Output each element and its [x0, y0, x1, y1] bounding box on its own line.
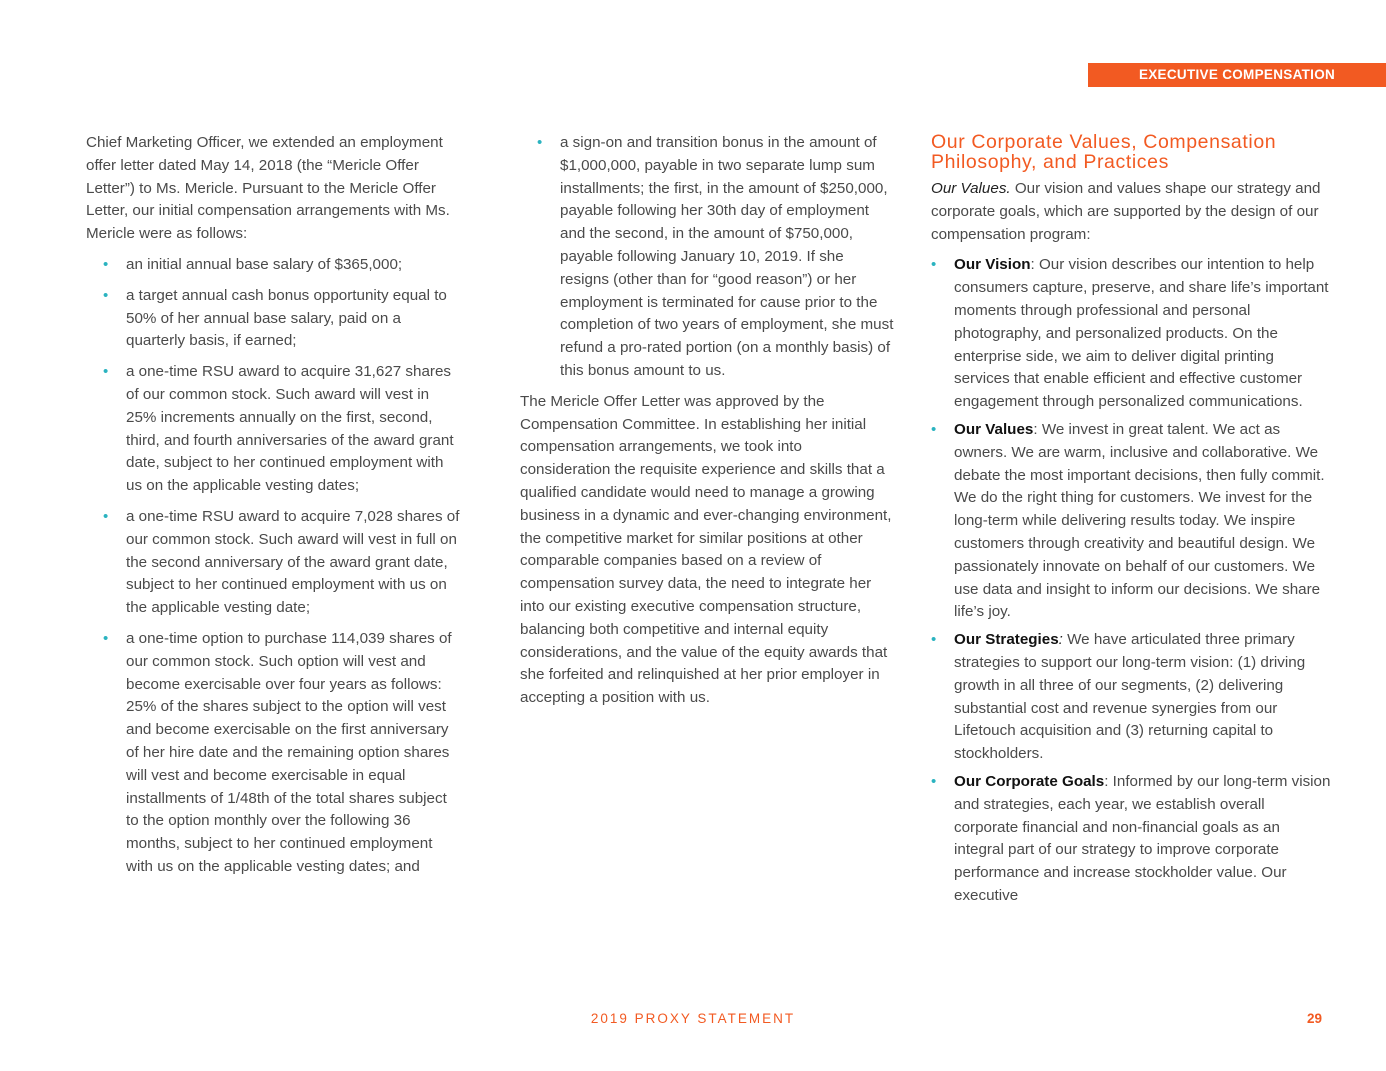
section-tab: EXECUTIVE COMPENSATION: [1088, 63, 1386, 87]
values-list: [931, 254, 1331, 907]
list-item: [931, 771, 1331, 908]
list-item: [931, 629, 1331, 766]
list-item: [520, 132, 895, 383]
list-item: [931, 419, 1331, 624]
bullet-icon: •: [103, 363, 109, 381]
item-text: We invest in great talent. We act as owners. We are warm, inclusive and collaborative. We debate the most important decisions, then fully commit. We do the right thing for customers. We invest for the long-term while delivering results today. We inspire customers through creativity and beautiful design. We passionately innovate on behalf of our customers. We use data and insight to inform our decisions. We share life’s joy.: [954, 420, 1325, 621]
list-item-text: a one-time option to purchase 114,039 shares of our common stock. Such option will vest and become exercisable over four years as follows: 25% of the shares subject to the option will vest and become exercisable on the first anniversary of her hire date and the remaining option shares will vest and become exercisable in equal installments of 1/48th of the total shares subject to the option monthly over the following 36 months, subject to her continued employment with us on the applicable vesting dates; and: [126, 629, 452, 875]
column-right: [931, 132, 1331, 913]
item-label: Our Strategies: [954, 631, 1059, 649]
item-label: Our Values: [954, 420, 1034, 438]
values-label: Our Values.: [931, 180, 1011, 197]
bullet-icon: •: [103, 629, 109, 647]
item-separator: :: [1104, 772, 1109, 790]
item-label: Our Corporate Goals: [954, 772, 1105, 790]
list-item: [86, 254, 461, 277]
item-text: Informed by our long-term vision and strategies, each year, we establish overall corporate financial and non-financial goals as an integral part of our strategy to improve corporate performance and increase stockholder value. Our executive: [954, 772, 1331, 904]
list-item-text: a target annual cash bonus opportunity equal to 50% of her annual base salary, paid on a quarterly basis, if earned;: [126, 286, 447, 350]
item-text: Our vision describes our intention to help consumers capture, preserve, and share life’s important moments through professional and personal photography, and personalized products. On the enterprise side, we aim to deliver digital printing services that enable efficient and effective customer engagement through personalized communications.: [954, 256, 1329, 411]
intro-paragraph: Chief Marketing Officer, we extended an employment offer letter dated May 14, 2018 (the “Mericle Offer Letter”) to Ms. Mericle. Pursuant to the Mericle Offer Letter, our initial compensation arrangements with Ms. Mericle were as follows:: [86, 134, 450, 243]
list-item: [86, 361, 461, 498]
bullet-icon: •: [931, 631, 937, 649]
list-item-text: an initial annual base salary of $365,000;: [126, 255, 403, 273]
bullet-icon: •: [537, 134, 543, 151]
section-heading: Our Corporate Values, Compensation Philosophy, and Practices: [931, 131, 1277, 173]
list-item: [86, 628, 461, 879]
list-item-text: a one-time RSU award to acquire 31,627 shares of our common stock. Such award will vest in 25% increments annually on the first, second, third, and fourth anniversaries of the award grant date, subject to her continued employment with us on the applicable vesting dates;: [126, 363, 454, 495]
list-item: [86, 506, 461, 620]
bullet-icon: •: [931, 256, 937, 274]
values-text: Our vision and values shape our strategy and corporate goals, which are supported by the design of our compensation program:: [931, 180, 1321, 243]
list-item: [931, 254, 1331, 414]
item-separator: :: [1058, 631, 1063, 649]
item-text: We have articulated three primary strategies to support our long-term vision: (1) driving growth in all three of our segments, (2) delivering substantial cost and revenue synergies from our Lifetouch acquisition and (3) returning capital to stockholders.: [954, 631, 1306, 763]
item-separator: :: [1033, 420, 1038, 438]
bullet-icon: •: [103, 507, 109, 525]
column-left: [86, 132, 461, 887]
bullet-icon: •: [103, 286, 109, 304]
bullet-icon: •: [103, 255, 109, 273]
item-separator: :: [1030, 256, 1035, 274]
list-item-text: a one-time RSU award to acquire 7,028 shares of our common stock. Such award will vest in full on the second anniversary of the award grant date, subject to her continued employment with us on the applicable vesting date;: [126, 507, 460, 617]
footer-title: 2019 PROXY STATEMENT: [590, 1011, 796, 1026]
list-item-text: a sign-on and transition bonus in the amount of $1,000,000, payable in two separate lump sum installments; the first, in the amount of $250,000, payable following her 30th day of employment and the second, in the amount of $750,000, payable following January 10, 2019. If she resigns (other than for “good reason”) or her employment is terminated for cause prior to the completion of two years of employment, she must refund a pro-rated portion (on a monthly basis) of this bonus amount to us.: [560, 134, 894, 379]
bullet-icon: •: [931, 772, 937, 790]
list-item: [86, 285, 461, 353]
item-label: Our Vision: [954, 256, 1031, 274]
column-middle: [520, 132, 895, 718]
approval-paragraph: The Mericle Offer Letter was approved by the Compensation Committee. In establishing her initial compensation arrangements, we took into consideration the requisite experience and skills that a qualified candidate would need to manage a growing business in a dynamic and ever-changing environment, the competitive market for similar positions at other comparable companies based on a review of compensation survey data, the need to integrate her into our existing executive compensation structure, balancing both competitive and internal equity considerations, and the value of the equity awards that she forfeited and relinquished at her prior employer in accepting a position with us.: [520, 392, 892, 707]
bonus-list: [520, 132, 895, 383]
compensation-list: [86, 254, 461, 879]
page-number: 29: [1306, 1011, 1322, 1026]
bullet-icon: •: [931, 420, 937, 438]
values-intro: [931, 178, 1331, 246]
